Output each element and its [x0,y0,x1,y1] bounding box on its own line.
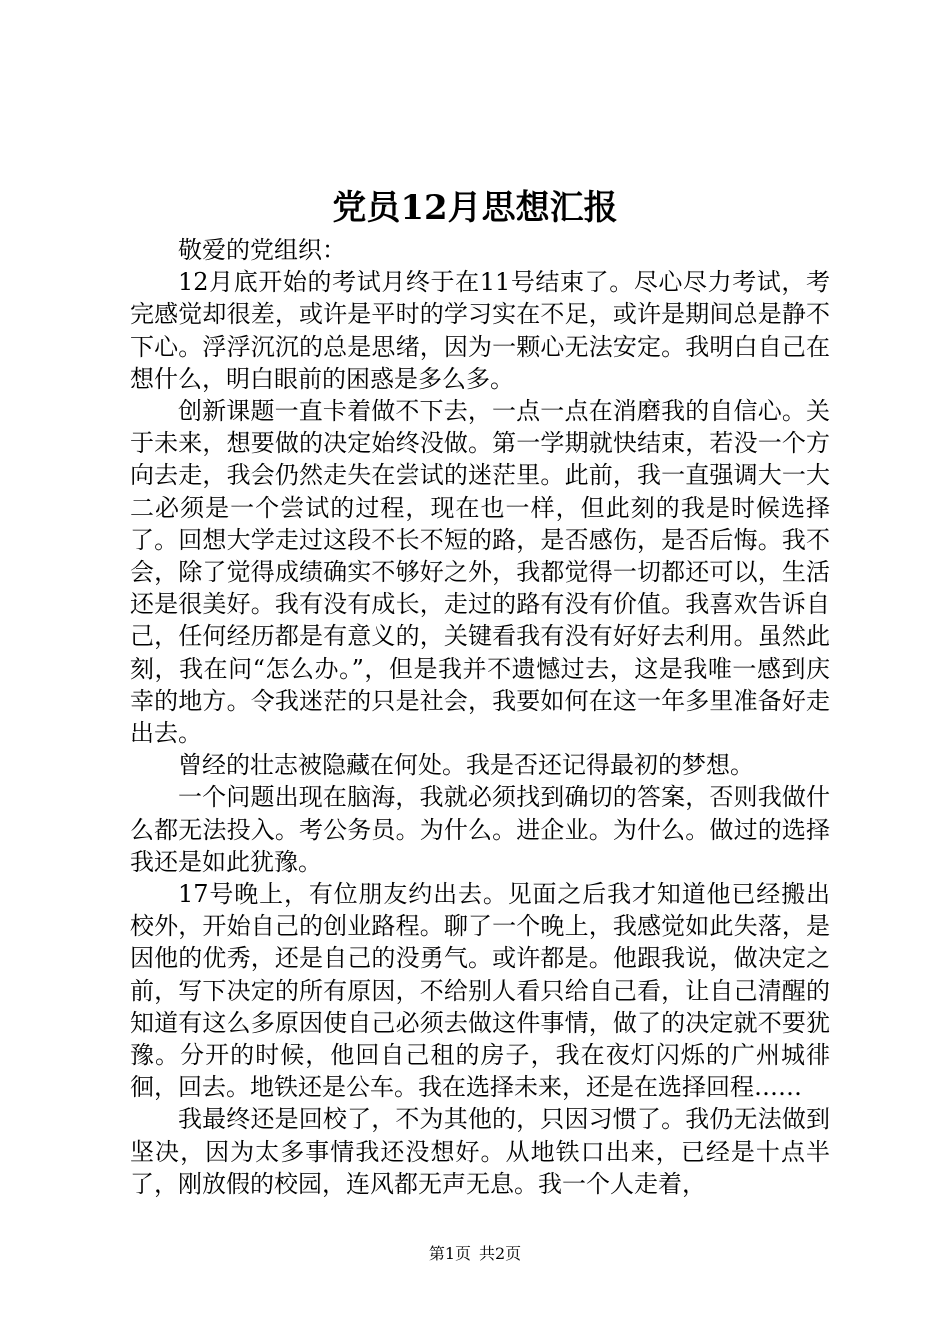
paragraph-2: 创新课题一直卡着做不下去，一点一点在消磨我的自信心。关于未来，想要做的决定始终没做。第一学期就快结束，若没一个方向去走，我会仍然走失在尝试的迷茫里。此前，我一直强调大一大二必须是一个尝试的过程，现在也一样，但此刻的我是时候选择了。回想大学走过这段不长不短的路，是否感伤，是否后悔。我不会，除了觉得成绩确实不够好之外，我都觉得一切都还可以，生活还是很美好。我有没有成长，走过的路有没有价值。我喜欢告诉自己，任何经历都是有意义的，关键看我有没有好好去利用。虽然此刻，我在问“怎么办。”，但是我并不遗憾过去，这是我唯一感到庆幸的地方。令我迷茫的只是社会，我要如何在这一年多里准备好走出去。 [130,397,830,748]
document-title: 党员12月思想汇报 [332,188,618,228]
document-body [130,234,830,1200]
salutation: 敬爱的党组织： [178,236,346,264]
page-number: 第1页 [428,1244,471,1263]
paragraph-6: 我最终还是回校了，不为其他的，只因习惯了。我仍无法做到坚决，因为太多事情我还没想好。从地铁口出来，已经是十点半了，刚放假的校园，连风都无声无息。我一个人走着， [130,1105,830,1198]
page-footer [0,1244,950,1264]
paragraph-5: 17号晚上，有位朋友约出去。见面之后我才知道他已经搬出校外，开始自己的创业路程。聊了一个晚上，我感觉如此失落，是因他的优秀，还是自己的没勇气。或许都是。他跟我说，做决定之前，写下决定的所有原因，不给别人看只给自己看，让自己清醒的知道有这么多原因使自己必须去做这件事情，做了的决定就不要犹豫。分开的时候，他回自己租的房子，我在夜灯闪烁的广州城徘徊，回去。地铁还是公车。我在选择未来，还是在选择回程…… [130,880,830,1102]
paragraph-3: 曾经的壮志被隐藏在何处。我是否还记得最初的梦想。 [178,751,754,780]
paragraph-4: 一个问题出现在脑海，我就必须找到确切的答案，否则我做什么都无法投入。考公务员。为什么。进企业。为什么。做过的选择我还是如此犹豫。 [130,783,830,876]
paragraph-1: 12月底开始的考试月终于在11号结束了。尽心尽力考试，考完感觉却很差，或许是平时的学习实在不足，或许是期间总是静不下心。浮浮沉沉的总是思绪，因为一颗心无法安定。我明白自己在想什么，明白眼前的困惑是多么多。 [130,268,830,393]
page-total: 共2页 [479,1244,522,1263]
